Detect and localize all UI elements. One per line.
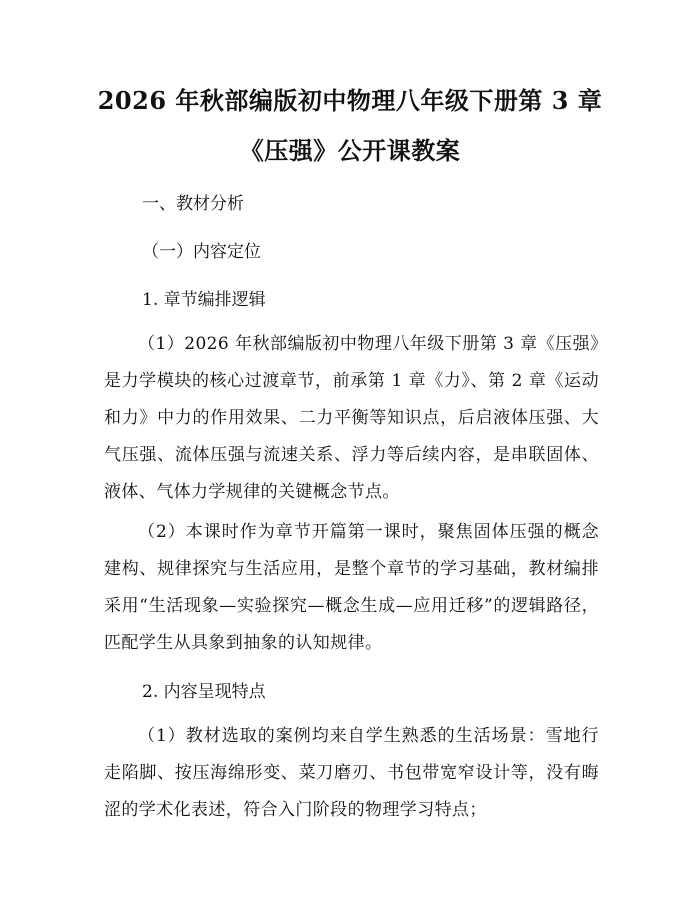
subsection-heading-content-positioning: （一）内容定位 — [142, 242, 261, 262]
document-title-line-2: 《压强》公开课教案 — [239, 136, 461, 165]
paragraph-case-selection: （1）教材选取的案例均来自学生熟悉的生活场景：雪地行走陷脚、按压海绵形变、菜刀磨刃、书包带宽窄设计等，没有晦涩的学术化表述，符合入门阶段的物理学习特点； — [104, 726, 599, 820]
item-heading-chapter-logic: 1. 章节编排逻辑 — [142, 290, 266, 310]
item-heading-content-features: 2. 内容呈现特点 — [142, 682, 266, 702]
document-title-line-1: 2026 年秋部编版初中物理八年级下册第 3 章 — [97, 86, 603, 115]
paragraph-lesson-focus: （2）本课时作为章节开篇第一课时，聚焦固体压强的概念建构、规律探究与生活应用，是整个章节的学习基础，教材编排采用“生活现象—实验探究—概念生成—应用迁移”的逻辑路径，匹配学生从具象到抽象的认知规律。 — [104, 522, 599, 653]
paragraph-chapter-position: （1）2026 年秋部编版初中物理八年级下册第 3 章《压强》是力学模块的核心过渡章节，前承第 1 章《力》、第 2 章《运动和力》中力的作用效果、二力平衡等知识点，后启液体压强、大气压强、流体压强与流速关系、浮力等后续内容，是串联固体、液体、气体力学规律的关键概念节点。 — [104, 334, 599, 502]
section-heading-teaching-material-analysis: 一、教材分析 — [142, 194, 244, 214]
